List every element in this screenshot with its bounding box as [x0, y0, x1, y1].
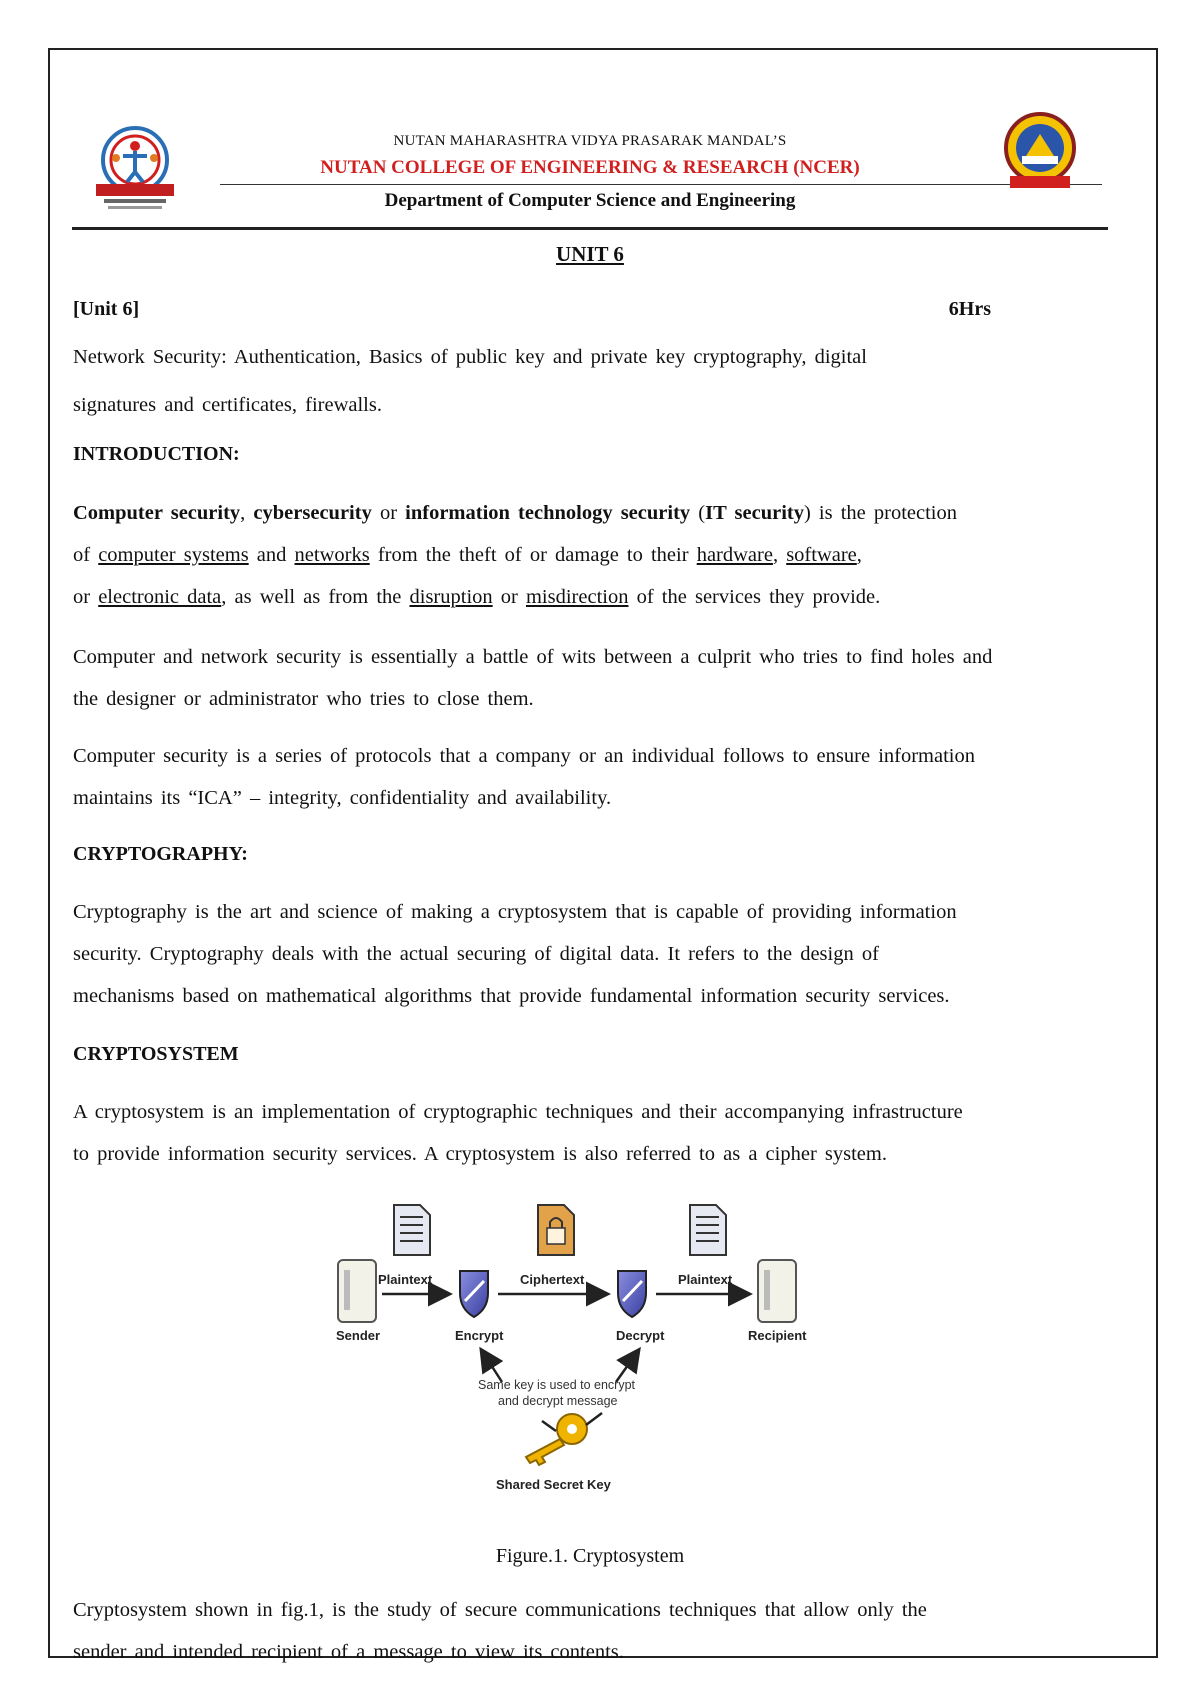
text: ,: [856, 544, 862, 566]
ciphertext-locked-document-icon: [538, 1205, 574, 1255]
text-line: Computer and network security is essentially a battle of wits between a culprit who tries to find holes and: [73, 646, 993, 668]
text-line: Cryptosystem shown in fig.1, is the study of secure communications techniques that allow only the: [73, 1599, 927, 1621]
text: or: [73, 586, 99, 608]
bold-term: Computer security: [73, 502, 241, 524]
text-line: Computer security is a series of protocols that a company or an individual follows to ensure information: [73, 745, 975, 767]
text-line: the designer or administrator who tries to close them.: [73, 688, 534, 710]
text: or: [371, 502, 406, 524]
text-line: A cryptosystem is an implementation of cryptographic techniques and their accompanying infrastructure: [73, 1101, 963, 1123]
figure-caption: Figure.1. Cryptosystem: [495, 1545, 685, 1567]
label-encrypt: Encrypt: [455, 1328, 504, 1343]
intro-paragraph-1: [73, 492, 1098, 618]
text-line: [73, 576, 1098, 618]
unit-label: [Unit 6]: [73, 298, 140, 320]
university-logo-right: [992, 110, 1088, 194]
text: ,: [240, 502, 254, 524]
plaintext-document-icon: [394, 1205, 430, 1255]
unit-row: [73, 298, 991, 321]
link-misdirection[interactable]: misdirection: [525, 586, 629, 608]
heading-cryptography: CRYPTOGRAPHY:: [73, 843, 248, 865]
intro-paragraph-2: [73, 636, 1098, 720]
heading-cryptosystem: CRYPTOSYSTEM: [73, 1043, 239, 1065]
note-line-2: and decrypt message: [498, 1394, 618, 1408]
text-line: mechanisms based on mathematical algorithms that provide fundamental information security services.: [73, 985, 950, 1007]
text-line: sender and intended recipient of a message to view its contents.: [73, 1641, 624, 1663]
label-decrypt: Decrypt: [616, 1328, 665, 1343]
header-rule: [220, 184, 1102, 185]
bold-term: information technology security: [405, 502, 691, 524]
syllabus-line: signatures and certificates, firewalls.: [73, 394, 382, 416]
text-line: Cryptography is the art and science of making a cryptosystem that is capable of providing information: [73, 901, 957, 923]
text: , as well as from the: [221, 586, 410, 608]
label-plaintext-1: Plaintext: [378, 1272, 433, 1287]
text-line: security. Cryptography deals with the actual securing of digital data. It refers to the design of: [73, 943, 879, 965]
encrypt-shield-icon: [460, 1271, 488, 1317]
department-name: Department of Computer Science and Engineering: [384, 190, 796, 211]
decrypt-shield-icon: [618, 1271, 646, 1317]
recipient-computer-icon: [758, 1260, 796, 1322]
link-hardware[interactable]: hardware: [696, 544, 773, 566]
label-shared-key: Shared Secret Key: [496, 1477, 611, 1492]
label-sender: Sender: [336, 1328, 381, 1343]
label-ciphertext: Ciphertext: [520, 1272, 585, 1287]
cryptography-paragraph: [73, 891, 1098, 1017]
link-disruption[interactable]: disruption: [409, 586, 493, 608]
note-line-1: Same key is used to encrypt: [478, 1378, 636, 1392]
syllabus: [73, 336, 1098, 426]
text: of: [73, 544, 99, 566]
text-line: [73, 534, 1098, 576]
syllabus-line: Network Security: Authentication, Basics of public key and private key cryptography, digital: [73, 346, 867, 368]
key-pointer-left: [542, 1421, 556, 1431]
trust-name: NUTAN MAHARASHTRA VIDYA PRASARAK MANDAL’S: [393, 133, 787, 149]
key-pointer-right: [586, 1413, 602, 1425]
text: of the services they provide.: [628, 586, 881, 608]
link-networks[interactable]: networks: [294, 544, 370, 566]
text: (: [690, 502, 706, 524]
label-recipient: Recipient: [748, 1328, 807, 1343]
plaintext-document-icon-2: [690, 1205, 726, 1255]
text: ) is the protection: [803, 502, 957, 524]
closing-paragraph: [73, 1589, 1098, 1673]
label-plaintext-2: Plaintext: [678, 1272, 733, 1287]
link-computer-systems[interactable]: computer systems: [98, 544, 249, 566]
text-line: to provide information security services. A cryptosystem is also referred to as a cipher system.: [73, 1143, 887, 1165]
shared-key-icon: [526, 1413, 602, 1465]
bold-term: cybersecurity: [253, 502, 372, 524]
header-thick-rule: [72, 227, 1108, 230]
text: and: [248, 544, 295, 566]
bold-term: IT security: [705, 502, 804, 524]
letterhead: [70, 110, 1110, 220]
text: from the theft of or damage to their: [369, 544, 697, 566]
link-software[interactable]: software: [786, 544, 857, 566]
college-name: NUTAN COLLEGE OF ENGINEERING & RESEARCH (NCER): [320, 157, 860, 178]
intro-paragraph-3: [73, 735, 1098, 819]
text: or: [492, 586, 526, 608]
link-electronic-data[interactable]: electronic data: [98, 586, 222, 608]
heading-introduction: INTRODUCTION:: [73, 443, 240, 465]
text-line: maintains its “ICA” – integrity, confidentiality and availability.: [73, 787, 612, 809]
sender-computer-icon: [338, 1260, 376, 1322]
text: ,: [772, 544, 787, 566]
text-line: [73, 492, 1098, 534]
cryptosystem-diagram: [320, 1095, 880, 1500]
unit-title: UNIT 6: [556, 242, 624, 266]
unit-hours: 6Hrs: [948, 298, 991, 320]
